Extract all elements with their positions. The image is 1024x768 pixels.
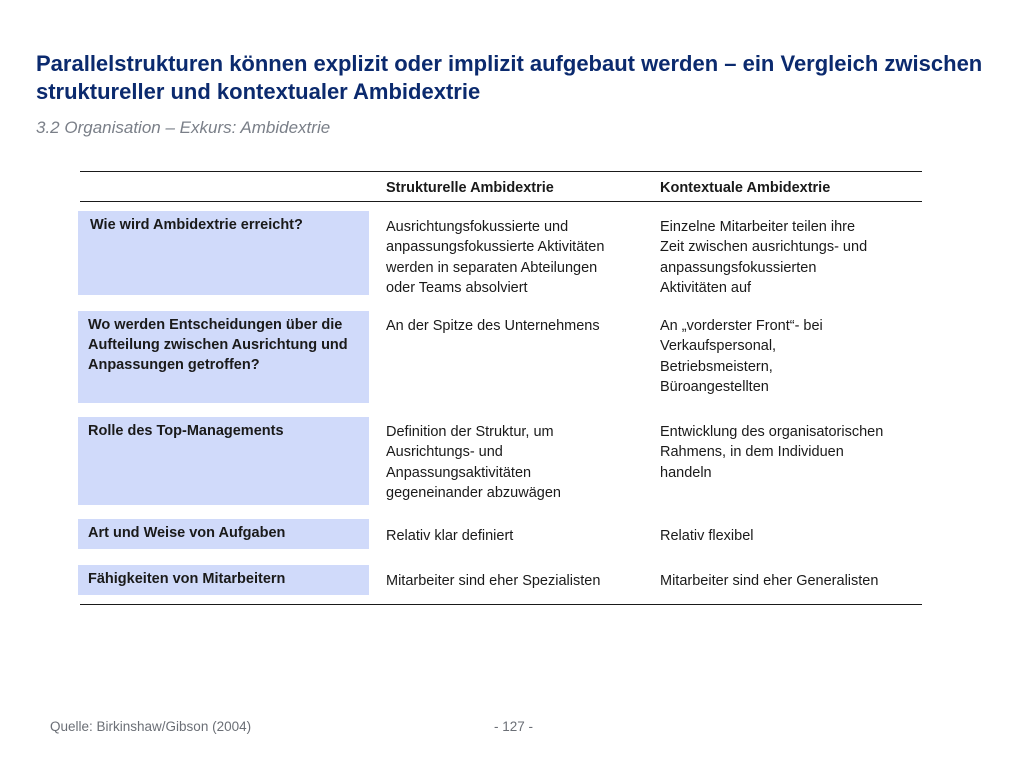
row-label-how-achieved: Wie wird Ambidextrie erreicht? <box>78 211 369 295</box>
slide-subtitle: 3.2 Organisation – Exkurs: Ambidextrie <box>36 118 331 137</box>
table-header-rule <box>80 201 922 202</box>
cell-structural-top-management: Definition der Struktur, um Ausrichtungs- und Anpassungsaktivitäten gegeneinander abzuwägen <box>386 424 561 501</box>
row-label-skills: Fähigkeiten von Mitarbeitern <box>78 565 369 595</box>
cell-contextual-skills: Mitarbeiter sind eher Generalisten <box>660 573 879 589</box>
footer-source: Quelle: Birkinshaw/Gibson (2004) <box>50 719 252 734</box>
cell-structural-decisions: An der Spitze des Unternehmens <box>386 318 600 334</box>
cell-structural-skills: Mitarbeiter sind eher Spezialisten <box>386 573 601 589</box>
cell-contextual-tasks: Relativ flexibel <box>660 528 754 544</box>
header-structural: Strukturelle Ambidextrie <box>386 180 554 196</box>
header-contextual: Kontextuale Ambidextrie <box>660 180 831 196</box>
row-label-tasks: Art und Weise von Aufgaben <box>78 519 369 549</box>
row-label-top-management: Rolle des Top-Managements <box>78 417 369 505</box>
slide-title: Parallelstrukturen können explizit oder implizit aufgebaut werden – ein Vergleich zwischen struktureller und kontextualer Ambidextrie <box>36 51 983 104</box>
cell-contextual-how-achieved: Einzelne Mitarbeiter teilen ihre Zeit zwischen ausrichtungs- und anpassungsfokussierten Aktivitäten auf <box>660 219 868 296</box>
footer-page-number: - 127 - <box>494 719 534 734</box>
table-bottom-rule <box>80 604 922 605</box>
cell-structural-how-achieved: Ausrichtungsfokussierte und anpassungsfokussierte Aktivitäten werden in separaten Abteilungen oder Teams absolviert <box>386 219 605 296</box>
cell-structural-tasks: Relativ klar definiert <box>386 528 514 544</box>
table-top-rule <box>80 171 922 172</box>
cell-contextual-top-management: Entwicklung des organisatorischen Rahmens, in dem Individuen handeln <box>660 424 884 481</box>
cell-contextual-decisions: An „vorderster Front“- bei Verkaufspersonal, Betriebsmeistern, Büroangestellten <box>660 318 823 395</box>
row-label-decisions: Wo werden Entscheidungen über die Aufteilung zwischen Ausrichtung und Anpassungen getroffen? <box>78 311 369 403</box>
